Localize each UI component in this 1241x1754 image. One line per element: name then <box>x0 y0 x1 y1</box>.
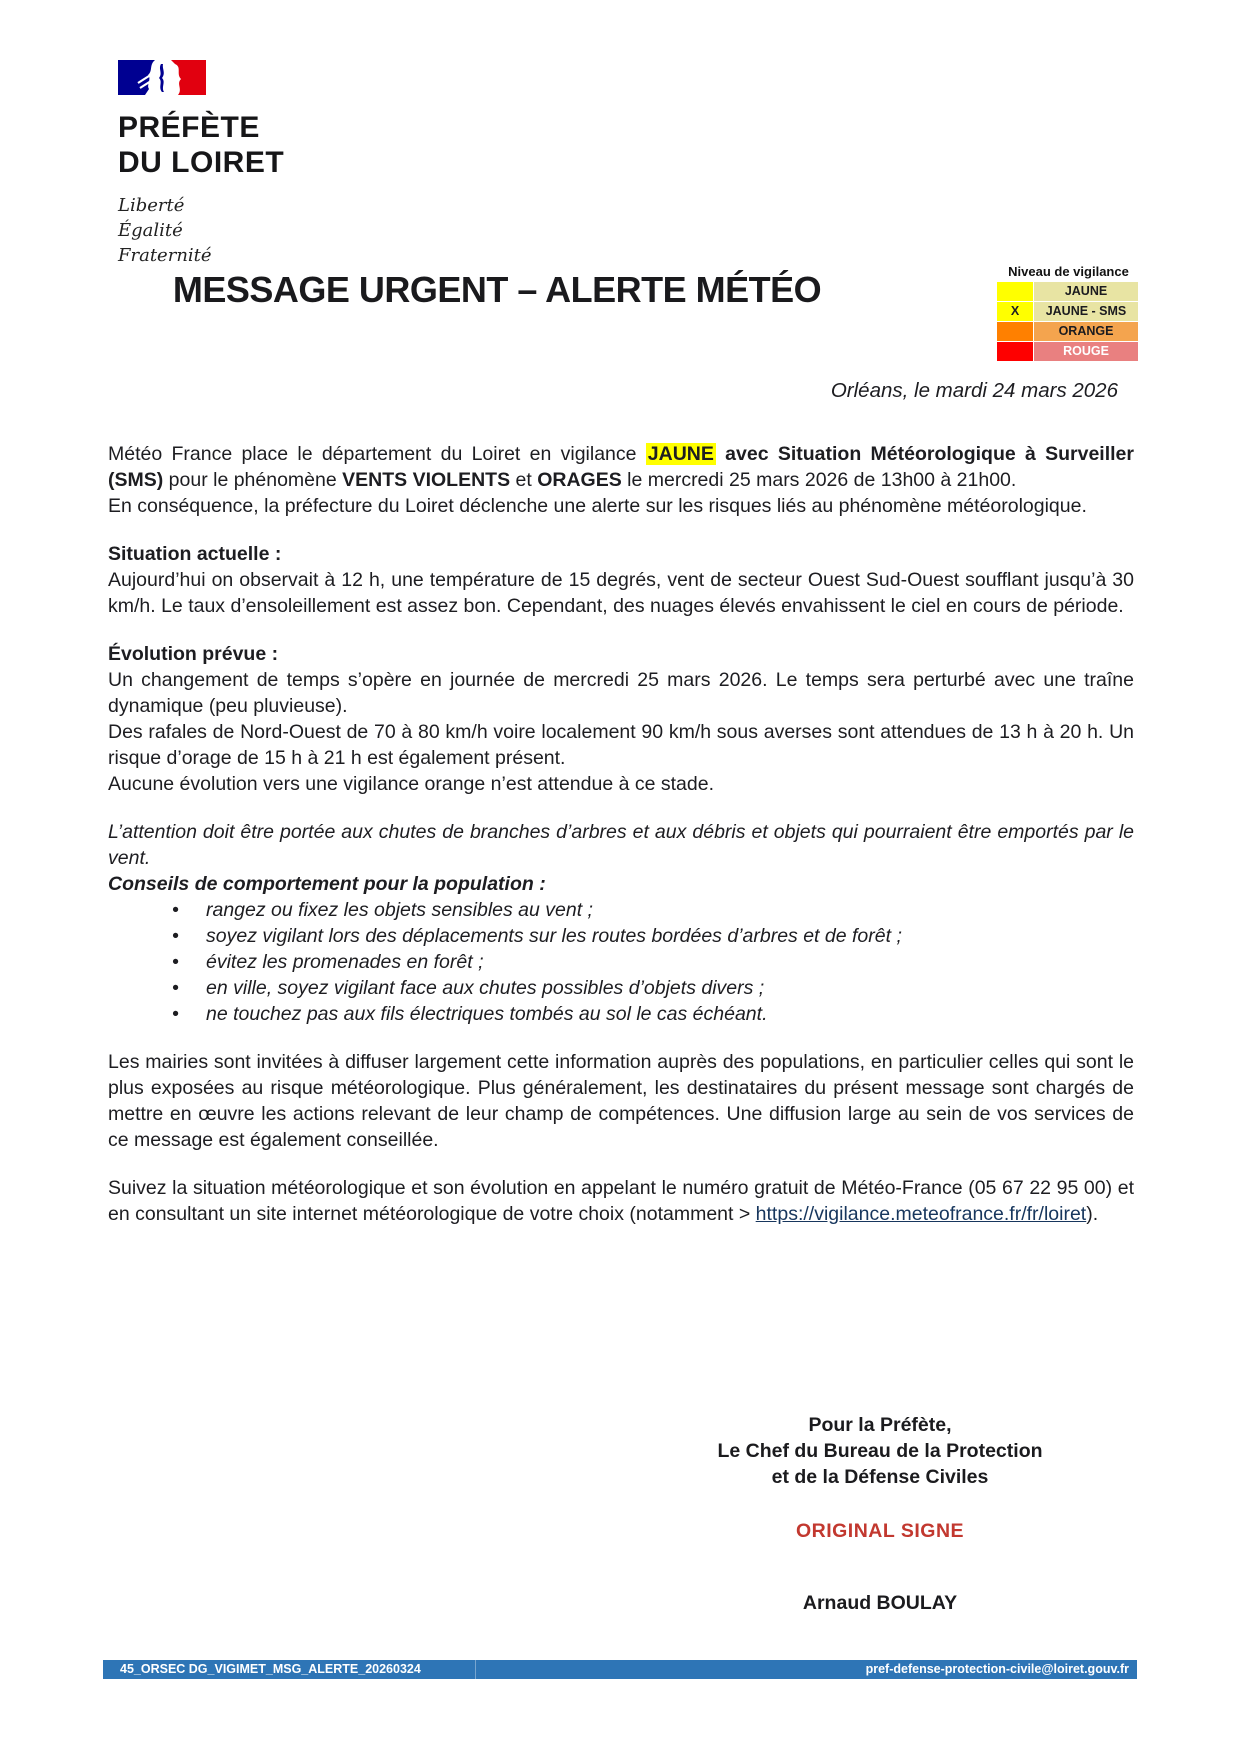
vigilance-mark-orange <box>997 322 1034 342</box>
advice-item-4: • en ville, soyez vigilant face aux chutes possibles d’objets divers ; <box>108 975 1134 1001</box>
vigilance-jaune-highlight: JAUNE <box>647 443 714 465</box>
signature-line-1: Pour la Préfète, <box>808 1414 952 1436</box>
advice-item-5: • ne touchez pas aux fils électriques tombés au sol le cas échéant. <box>108 1001 1134 1027</box>
evolution-heading: Évolution prévue : <box>108 643 279 665</box>
advice-heading: Conseils de comportement pour la population : <box>108 873 546 895</box>
vigilance-level-box <box>997 264 1140 362</box>
intro-paragraph <box>108 441 1134 493</box>
intro-text4: le mercredi 25 mars 2026 de 13h00 à 21h00. <box>621 469 1017 491</box>
dateline: Orléans, le mardi 24 mars 2026 <box>830 379 1118 402</box>
prefecture-name-line1: PRÉFÈTE <box>118 111 260 144</box>
phenomenon-vents: VENTS VIOLENTS <box>342 469 511 491</box>
letterhead <box>118 60 284 268</box>
vigilance-level-rouge: ROUGE <box>1034 342 1139 362</box>
followup-text-end: ). <box>1086 1203 1099 1225</box>
signature-line-3: et de la Défense Civiles <box>771 1466 989 1488</box>
vigilance-link[interactable]: https://vigilance.meteofrance.fr/fr/loiret <box>755 1203 1087 1225</box>
vigilance-level-jaune-sms: JAUNE - SMS <box>1034 302 1139 322</box>
advice-item-3: • évitez les promenades en forêt ; <box>108 949 1134 975</box>
followup-text: Suivez la situation météorologique et son évolution en appelant le numéro gratuit de Météo-France (05 67 22 95 00) et en consultant un site internet météorologique de votre choix (notamment > <box>108 1177 1134 1225</box>
warning-paragraph: L’attention doit être portée aux chutes de branches d’arbres et aux débris et objets qui pourraient être emportés par le vent. <box>108 821 1134 869</box>
vigilance-table <box>997 282 1140 362</box>
footer-divider <box>475 1660 476 1679</box>
footer-bar <box>103 1660 1137 1679</box>
message-body <box>108 441 1134 1227</box>
advice-item-2: • soyez vigilant lors des déplacements sur les routes bordées d’arbres et de forêt ; <box>108 923 1134 949</box>
evolution-paragraph-2: Des rafales de Nord-Ouest de 70 à 80 km/h voire localement 90 km/h sous averses sont attendues de 13 h à 20 h. Un risque d’orage de 15 h à 21 h est également présent. <box>108 721 1134 769</box>
advice-item-1: • rangez ou fixez les objets sensibles au vent ; <box>108 897 1134 923</box>
vigilance-mark-jaune-sms: X <box>997 302 1034 322</box>
vigilance-mark-jaune <box>997 282 1034 302</box>
footer-email: pref-defense-protection-civile@loiret.gouv.fr <box>865 1662 1129 1676</box>
vigilance-level-orange: ORANGE <box>1034 322 1139 342</box>
flag-red-block <box>171 60 206 95</box>
motto-fraternite: Fraternité <box>118 245 212 266</box>
intro-text: Météo France place le département du Loiret en vigilance <box>108 443 646 465</box>
vigilance-label: Niveau de vigilance <box>1008 264 1129 279</box>
vigilance-mark-rouge <box>997 342 1034 362</box>
signer-name: Arnaud BOULAY <box>802 1592 958 1614</box>
prefecture-name <box>118 110 284 180</box>
motto-egalite: Égalité <box>118 220 183 241</box>
situation-paragraph: Aujourd’hui on observait à 12 h, une température de 15 degrés, vent de secteur Ouest Sud-Ouest soufflant jusqu’à 30 km/h. Le taux d’ensoleillement est assez bon. Cependant, des nuages élevés envahissent le ciel en cours de période. <box>108 569 1134 617</box>
phenomenon-orages: ORAGES <box>537 469 622 491</box>
followup-paragraph <box>108 1175 1134 1227</box>
prefecture-name-line2: DU LOIRET <box>118 146 285 179</box>
situation-heading: Situation actuelle : <box>108 543 282 565</box>
evolution-paragraph-3: Aucune évolution vers une vigilance orange n’est attendue à ce stade. <box>108 773 714 795</box>
french-republic-flag-icon <box>118 82 206 99</box>
intro-text2: pour le phénomène <box>163 469 343 491</box>
signature-block <box>590 1412 1170 1616</box>
diffusion-paragraph: Les mairies sont invitées à diffuser largement cette information auprès des populations, en particulier celles qui sont le plus exposées au risque météorologique. Plus généralement, les destinataires du présent message sont chargés de mettre en œuvre les actions relevant de leur champ de compétences. Une diffusion large au sein de vos services de ce message est également conseillée. <box>108 1051 1134 1151</box>
evolution-paragraph-1: Un changement de temps s’opère en journée de mercredi 25 mars 2026. Le temps sera perturbé avec une traîne dynamique (peu pluvieuse). <box>108 669 1134 717</box>
flag-blue-block <box>118 60 155 95</box>
advice-list <box>108 897 1134 1027</box>
footer-reference: 45_ORSEC DG_VIGIMET_MSG_ALERTE_20260324 <box>120 1662 421 1676</box>
marianne-profile-line <box>159 64 164 92</box>
intro-sms-bold: avec Situation Météorologique à Surveiller (SMS) <box>108 443 1134 491</box>
page-title: MESSAGE URGENT – ALERTE MÉTÉO <box>172 269 822 310</box>
intro-text3: et <box>510 469 538 491</box>
motto-liberte: Liberté <box>118 195 185 216</box>
republic-motto <box>118 193 284 268</box>
consequence-paragraph: En conséquence, la préfecture du Loiret déclenche une alerte sur les risques liés au phénomène météorologique. <box>108 495 1087 517</box>
original-signe: ORIGINAL SIGNE <box>795 1520 965 1542</box>
signature-line-2: Le Chef du Bureau de la Protection <box>717 1440 1043 1462</box>
vigilance-level-jaune: JAUNE <box>1034 282 1139 302</box>
